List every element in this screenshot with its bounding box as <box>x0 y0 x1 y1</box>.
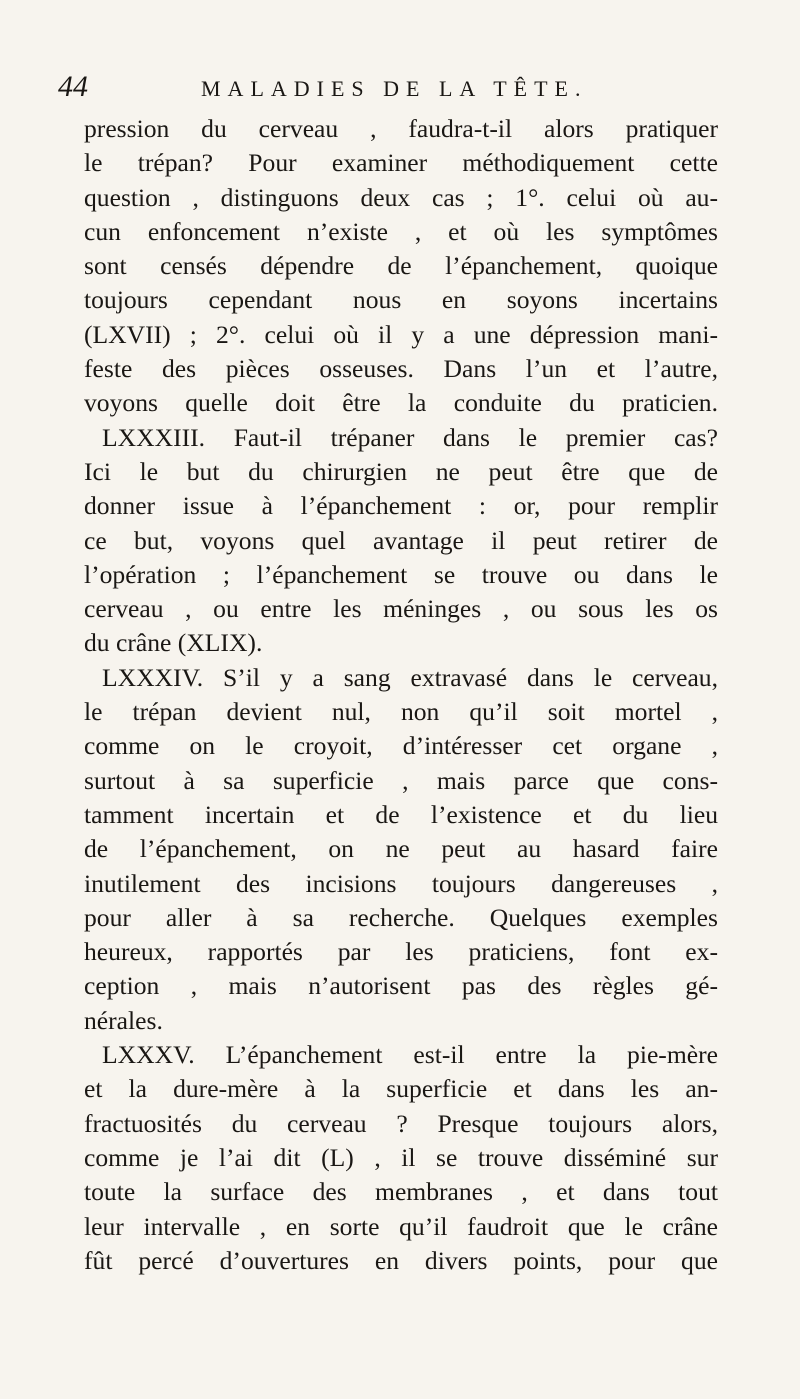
text-line: fractuosités du cerveau ? Presque toujours alors, <box>84 1108 718 1138</box>
text-line: question , distinguons deux cas ; 1°. celui où au- <box>84 182 718 212</box>
text-line: de l’épanchement, on ne peut au hasard faire <box>84 834 718 864</box>
page-header <box>58 70 718 110</box>
text-line: le trépan? Pour examiner méthodiquement cette <box>84 148 718 178</box>
paragraph-lxxxiv-start: LXXXIV. S’il y a sang extravasé dans le cerveau, <box>102 662 718 692</box>
text-line: cerveau , ou entre les méninges , ou sous les os <box>84 594 718 624</box>
running-head: MALADIES DE LA TÊTE. <box>201 76 588 101</box>
text-line: comme je l’ai dit (L) , il se trouve disséminé sur <box>84 1142 718 1172</box>
text-line: heureux, rapportés par les praticiens, font ex- <box>84 937 718 967</box>
text-line: tamment incertain et de l’existence et du lieu <box>84 799 718 829</box>
text-line: l’opération ; l’épanchement se trouve ou dans le <box>84 559 718 589</box>
text-line: ception , mais n’autorisent pas des règles gé- <box>84 971 718 1001</box>
text-line: voyons quelle doit être la conduite du praticien. <box>84 388 718 418</box>
text-line: (LXVII) ; 2°. celui où il y a une dépression mani- <box>84 319 718 349</box>
text-line: toute la surface des membranes , et dans tout <box>84 1177 718 1207</box>
page-number: 44 <box>58 70 88 103</box>
text-line: et la dure-mère à la superficie et dans les an- <box>84 1074 718 1104</box>
text-line: nérales. <box>84 1005 163 1035</box>
text-line: toujours cependant nous en soyons incertains <box>84 285 718 315</box>
paragraph-lxxxv-start: LXXXV. L’épanchement est-il entre la pie-mère <box>102 1040 718 1070</box>
text-line: donner issue à l’épanchement : or, pour remplir <box>84 491 718 521</box>
text-line: ce but, voyons quel avantage il peut retirer de <box>84 525 718 555</box>
text-line: cun enfoncement n’existe , et où les symptômes <box>84 216 718 246</box>
text-line: surtout à sa superficie , mais parce que cons- <box>84 765 718 795</box>
text-line: pression du cerveau , faudra-t-il alors pratiquer <box>84 114 718 143</box>
text-line: fût percé d’ouvertures en divers points, pour que <box>84 1245 718 1275</box>
text-line: inutilement des incisions toujours dangereuses , <box>84 868 718 898</box>
text-line: du crâne (XLIX). <box>84 628 263 658</box>
text-line: sont censés dépendre de l’épanchement, quoique <box>84 251 718 281</box>
body-text <box>84 112 718 1278</box>
text-line: comme on le croyoit, d’intéresser cet organe , <box>84 731 718 761</box>
text-line: pour aller à sa recherche. Quelques exemples <box>84 902 718 932</box>
paragraph-lxxxiii-start: LXXXIII. Faut-il trépaner dans le premier cas? <box>102 422 718 452</box>
text-line: Ici le but du chirurgien ne peut être que de <box>84 456 718 486</box>
text-line: le trépan devient nul, non qu’il soit mortel , <box>84 697 718 727</box>
text-line: leur intervalle , en sorte qu’il faudroit que le crâne <box>84 1211 718 1241</box>
text-line: feste des pièces osseuses. Dans l’un et l’autre, <box>84 354 718 384</box>
